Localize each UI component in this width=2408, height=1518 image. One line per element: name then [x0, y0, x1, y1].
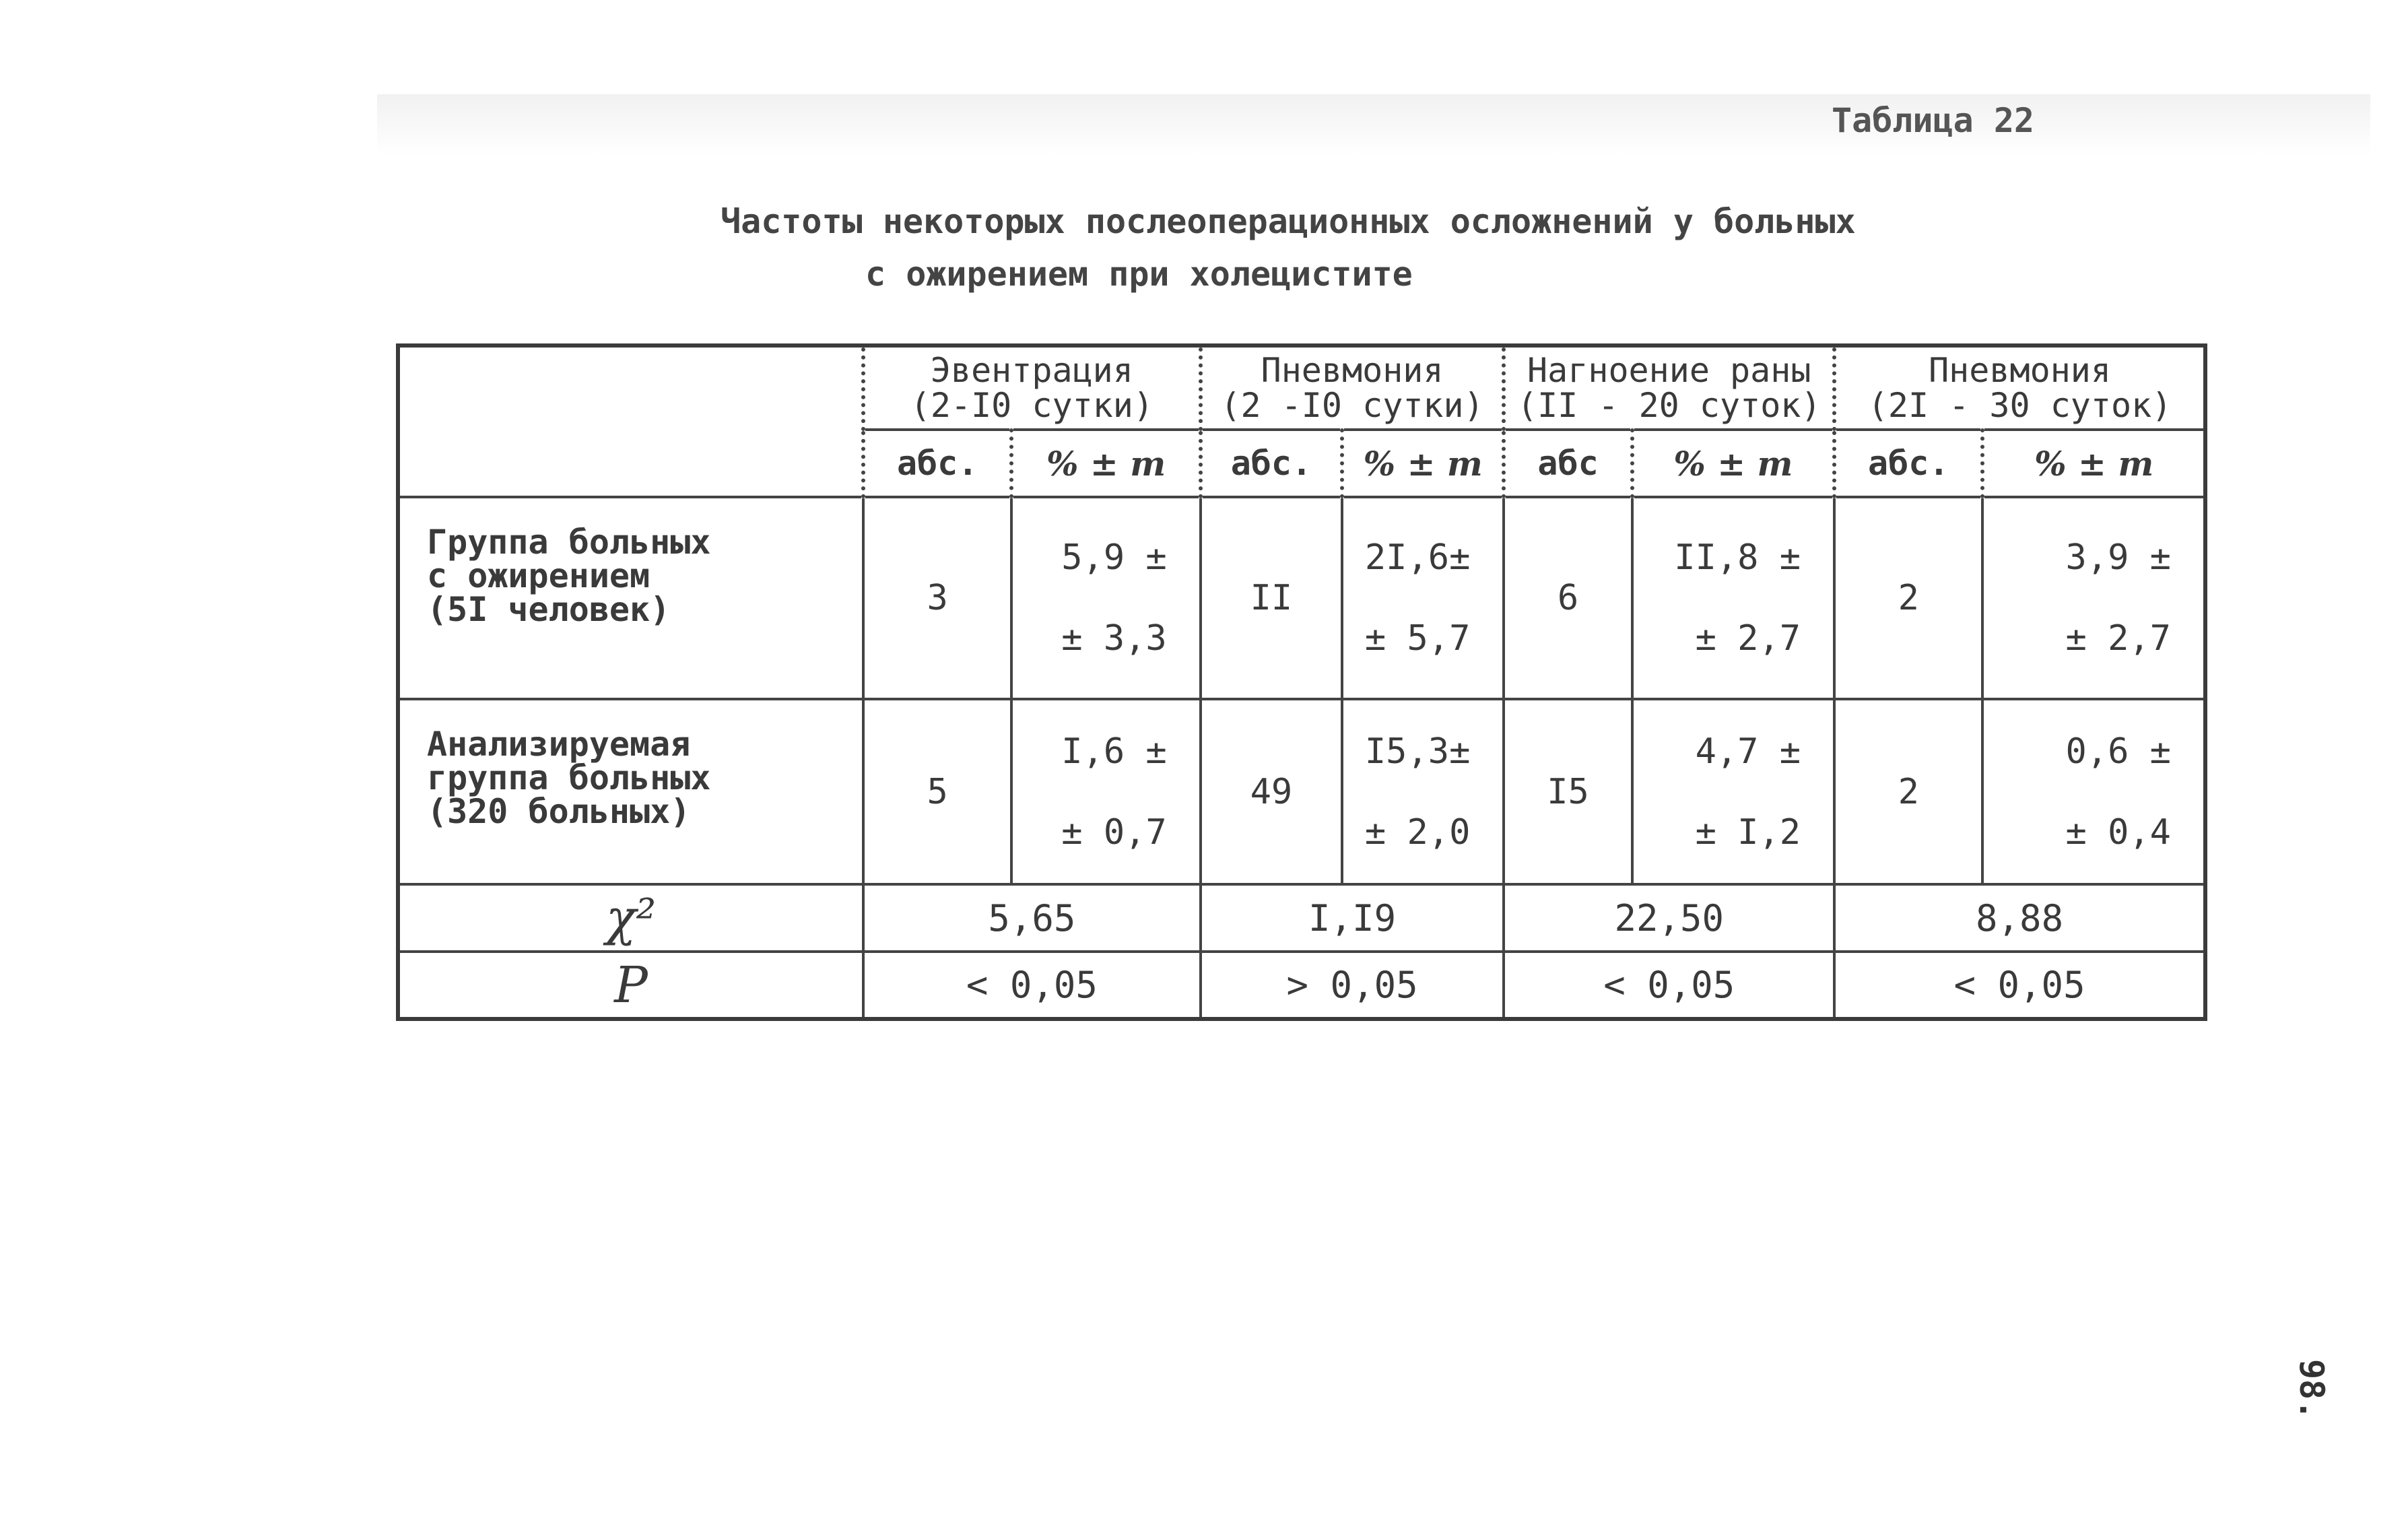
- header-row: [398, 345, 2205, 430]
- subheader-abs: абс.: [863, 430, 1011, 497]
- col-period: (2I - 30 суток): [1867, 386, 2172, 425]
- abs-cell: 2: [1834, 497, 1982, 699]
- subheader-abs: абс: [1504, 430, 1632, 497]
- pct-cell: [1342, 497, 1504, 699]
- pct-cell: [1982, 497, 2205, 699]
- p-value-row: [398, 952, 2205, 1019]
- m-value: ± 2,7: [1695, 618, 1801, 659]
- chi-square-label: χ²: [398, 884, 863, 952]
- row-label-line: Группа больных: [427, 523, 711, 562]
- abs-cell: 3: [863, 497, 1011, 699]
- pct-cell: [1011, 497, 1200, 699]
- abs-cell: 6: [1504, 497, 1632, 699]
- m-value: ± 2,0: [1364, 812, 1471, 853]
- col-name: Пневмония: [1261, 351, 1444, 390]
- row-label-obese-group: [398, 497, 863, 699]
- pct-cell: [1342, 699, 1504, 884]
- pct-value: I,6 ±: [1061, 731, 1167, 772]
- subheader-pct-m: % ± m: [1982, 430, 2205, 497]
- caption-line-2: с ожирением при холецистите: [865, 255, 1413, 294]
- pct-cell: [1632, 497, 1834, 699]
- pct-value: 5,9 ±: [1061, 537, 1167, 578]
- m-value: ± I,2: [1695, 812, 1801, 853]
- corner-cell: [398, 345, 863, 497]
- row-label-analyzed-group: [398, 699, 863, 884]
- m-value: ± 2,7: [2065, 618, 2171, 659]
- subheader-abs: абс.: [1201, 430, 1342, 497]
- table-caption: [721, 195, 1856, 300]
- col-header-pneumonia-early: [1201, 345, 1504, 430]
- abs-cell: 5: [863, 699, 1011, 884]
- col-period: (II - 20 суток): [1516, 386, 1821, 425]
- col-header-pneumonia-late: [1834, 345, 2205, 430]
- row-label-line: (5I человек): [427, 590, 671, 629]
- p-value: > 0,05: [1201, 952, 1504, 1019]
- subheader-pct-m: % ± m: [1011, 430, 1200, 497]
- chi-square-value: 8,88: [1834, 884, 2205, 952]
- col-period: (2-I0 сутки): [910, 386, 1153, 425]
- subheader-abs: абс.: [1834, 430, 1982, 497]
- chi-square-value: 5,65: [863, 884, 1201, 952]
- abs-cell: 2: [1834, 699, 1982, 884]
- complications-table: [396, 343, 2207, 1021]
- pct-cell: [1011, 699, 1200, 884]
- col-name: Нагноение раны: [1527, 351, 1811, 390]
- chi-square-row: [398, 884, 2205, 952]
- chi-square-value: 22,50: [1504, 884, 1834, 952]
- p-value: < 0,05: [1504, 952, 1834, 1019]
- caption-line-1: Частоты некоторых послеоперационных осложнений у больных: [721, 202, 1856, 241]
- pct-cell: [1982, 699, 2205, 884]
- m-value: ± 3,3: [1061, 618, 1167, 659]
- p-label: P: [398, 952, 863, 1019]
- chi-square-value: I,I9: [1201, 884, 1504, 952]
- col-name: Эвентрация: [930, 351, 1133, 390]
- row-label-line: группа больных: [427, 758, 711, 797]
- row-label-line: с ожирением: [427, 556, 650, 595]
- page-number: 98.: [2292, 1359, 2331, 1420]
- pct-value: 2I,6±: [1364, 537, 1471, 578]
- m-value: ± 5,7: [1364, 618, 1471, 659]
- abs-cell: I5: [1504, 699, 1632, 884]
- pct-value: I5,3±: [1364, 731, 1471, 772]
- m-value: ± 0,7: [1061, 812, 1167, 853]
- pct-value: 3,9 ±: [2065, 537, 2171, 578]
- table-label: Таблица 22: [1832, 101, 2035, 140]
- m-value: ± 0,4: [2065, 812, 2171, 853]
- table-row: [398, 497, 2205, 699]
- col-header-wound-suppuration: [1504, 345, 1834, 430]
- pct-value: 0,6 ±: [2065, 731, 2171, 772]
- pct-value: II,8 ±: [1674, 537, 1801, 578]
- col-period: (2 -I0 сутки): [1220, 386, 1484, 425]
- table-row: [398, 699, 2205, 884]
- abs-cell: 49: [1201, 699, 1342, 884]
- col-header-eventration: [863, 345, 1201, 430]
- subheader-pct-m: % ± m: [1632, 430, 1834, 497]
- p-value: < 0,05: [1834, 952, 2205, 1019]
- row-label-line: Анализируемая: [427, 725, 691, 764]
- row-label-line: (320 больных): [427, 792, 691, 831]
- p-value: < 0,05: [863, 952, 1201, 1019]
- pct-value: 4,7 ±: [1695, 731, 1801, 772]
- abs-cell: II: [1201, 497, 1342, 699]
- pct-cell: [1632, 699, 1834, 884]
- col-name: Пневмония: [1929, 351, 2112, 390]
- scan-shade: [377, 94, 2370, 155]
- subheader-pct-m: % ± m: [1342, 430, 1504, 497]
